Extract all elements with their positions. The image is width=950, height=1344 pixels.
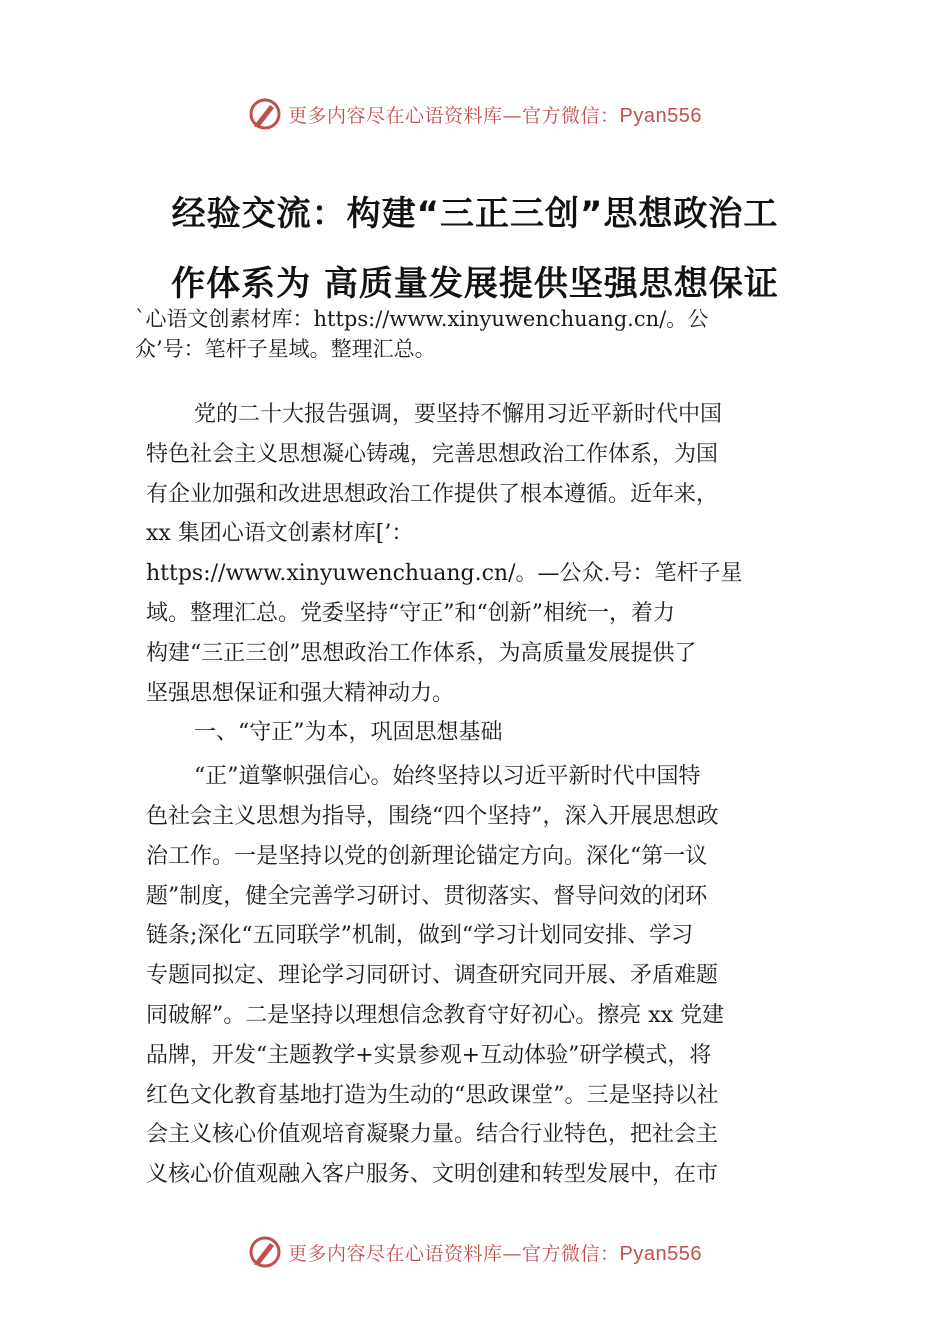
paragraph-intro — [146, 395, 816, 713]
banner-text: 更多内容尽在心语资料库—官方微信：Pyan556 — [288, 104, 702, 127]
body-line: “正”道擎帜强信心。始终坚持以习近平新时代中国特 — [194, 764, 701, 790]
pen-logo-icon — [248, 97, 282, 131]
body-line: 红色文化教育基地打造为生动的“思政课堂”。三是坚持以社 — [146, 1082, 719, 1108]
paragraph-section-1 — [146, 757, 816, 1195]
body-line: 同破解”。二是坚持以理想信念教育守好初心。擦亮 xx 党建 — [146, 1002, 725, 1028]
wechat-id: Pyan556 — [619, 1242, 702, 1265]
body-line: xx 集团心语文创素材库[’： — [146, 521, 414, 547]
body-line: 党的二十大报告强调，要坚持不懈用习近平新时代中国 — [194, 402, 723, 427]
source-line-2: 众’号：笔杆子星域。整理汇总。 — [135, 337, 436, 361]
body-line: 有企业加强和改进思想政治工作提供了根本遵循。近年来， — [146, 481, 719, 507]
body-line: 域。整理汇总。党委坚持“守正”和“创新”相统一，着力 — [146, 600, 675, 626]
footer-banner — [0, 1232, 950, 1272]
body-line: 构建“三正三创”思想政治工作体系，为高质量发展提供了 — [146, 640, 697, 666]
body-line: 色社会主义思想为指导，围绕“四个坚持”，深入开展思想政 — [146, 803, 719, 829]
body-line: 义核心价值观融入客户服务、文明创建和转型发展中，在市 — [146, 1162, 719, 1188]
document-title-line-2: 作体系为 高质量发展提供坚强思想保证 — [171, 264, 779, 304]
pen-logo-icon — [248, 1235, 282, 1269]
body-line: https://www.xinyuwenchuang.cn/。—公众.号：笔杆子星 — [146, 561, 743, 587]
section-heading-1: 一、“守正”为本，巩固思想基础 — [194, 720, 503, 746]
document-body — [146, 395, 816, 1195]
body-line: 品牌，开发“主题教学+实景参观+互动体验”研学模式，将 — [146, 1042, 712, 1068]
body-line: 特色社会主义思想凝心铸魂，完善思想政治工作体系，为国 — [146, 441, 719, 467]
document-title-line-1: 经验交流：构建“三正三创”思想政治工 — [171, 194, 779, 234]
header-banner — [0, 94, 950, 134]
body-line: 专题同拟定、理论学习同研讨、调查研究同开展、矛盾难题 — [146, 963, 719, 989]
body-line: 链条;深化“五同联学”机制，做到“学习计划同安排、学习 — [146, 923, 694, 949]
body-line: 题”制度，健全完善学习研讨、贯彻落实、督导问效的闭环 — [146, 883, 708, 909]
banner-text: 更多内容尽在心语资料库—官方微信：Pyan556 — [288, 1242, 702, 1265]
source-note — [135, 304, 815, 364]
body-line: 坚强思想保证和强大精神动力。 — [146, 680, 455, 706]
body-line: 治工作。一是坚持以党的创新理论锚定方向。深化“第一议 — [146, 843, 708, 869]
source-line-1: `心语文创素材库：https://www.xinyuwenchuang.cn/。公 — [135, 307, 709, 331]
wechat-id: Pyan556 — [619, 104, 702, 127]
body-line: 会主义核心价值观培育凝聚力量。结合行业特色，把社会主 — [146, 1122, 719, 1148]
